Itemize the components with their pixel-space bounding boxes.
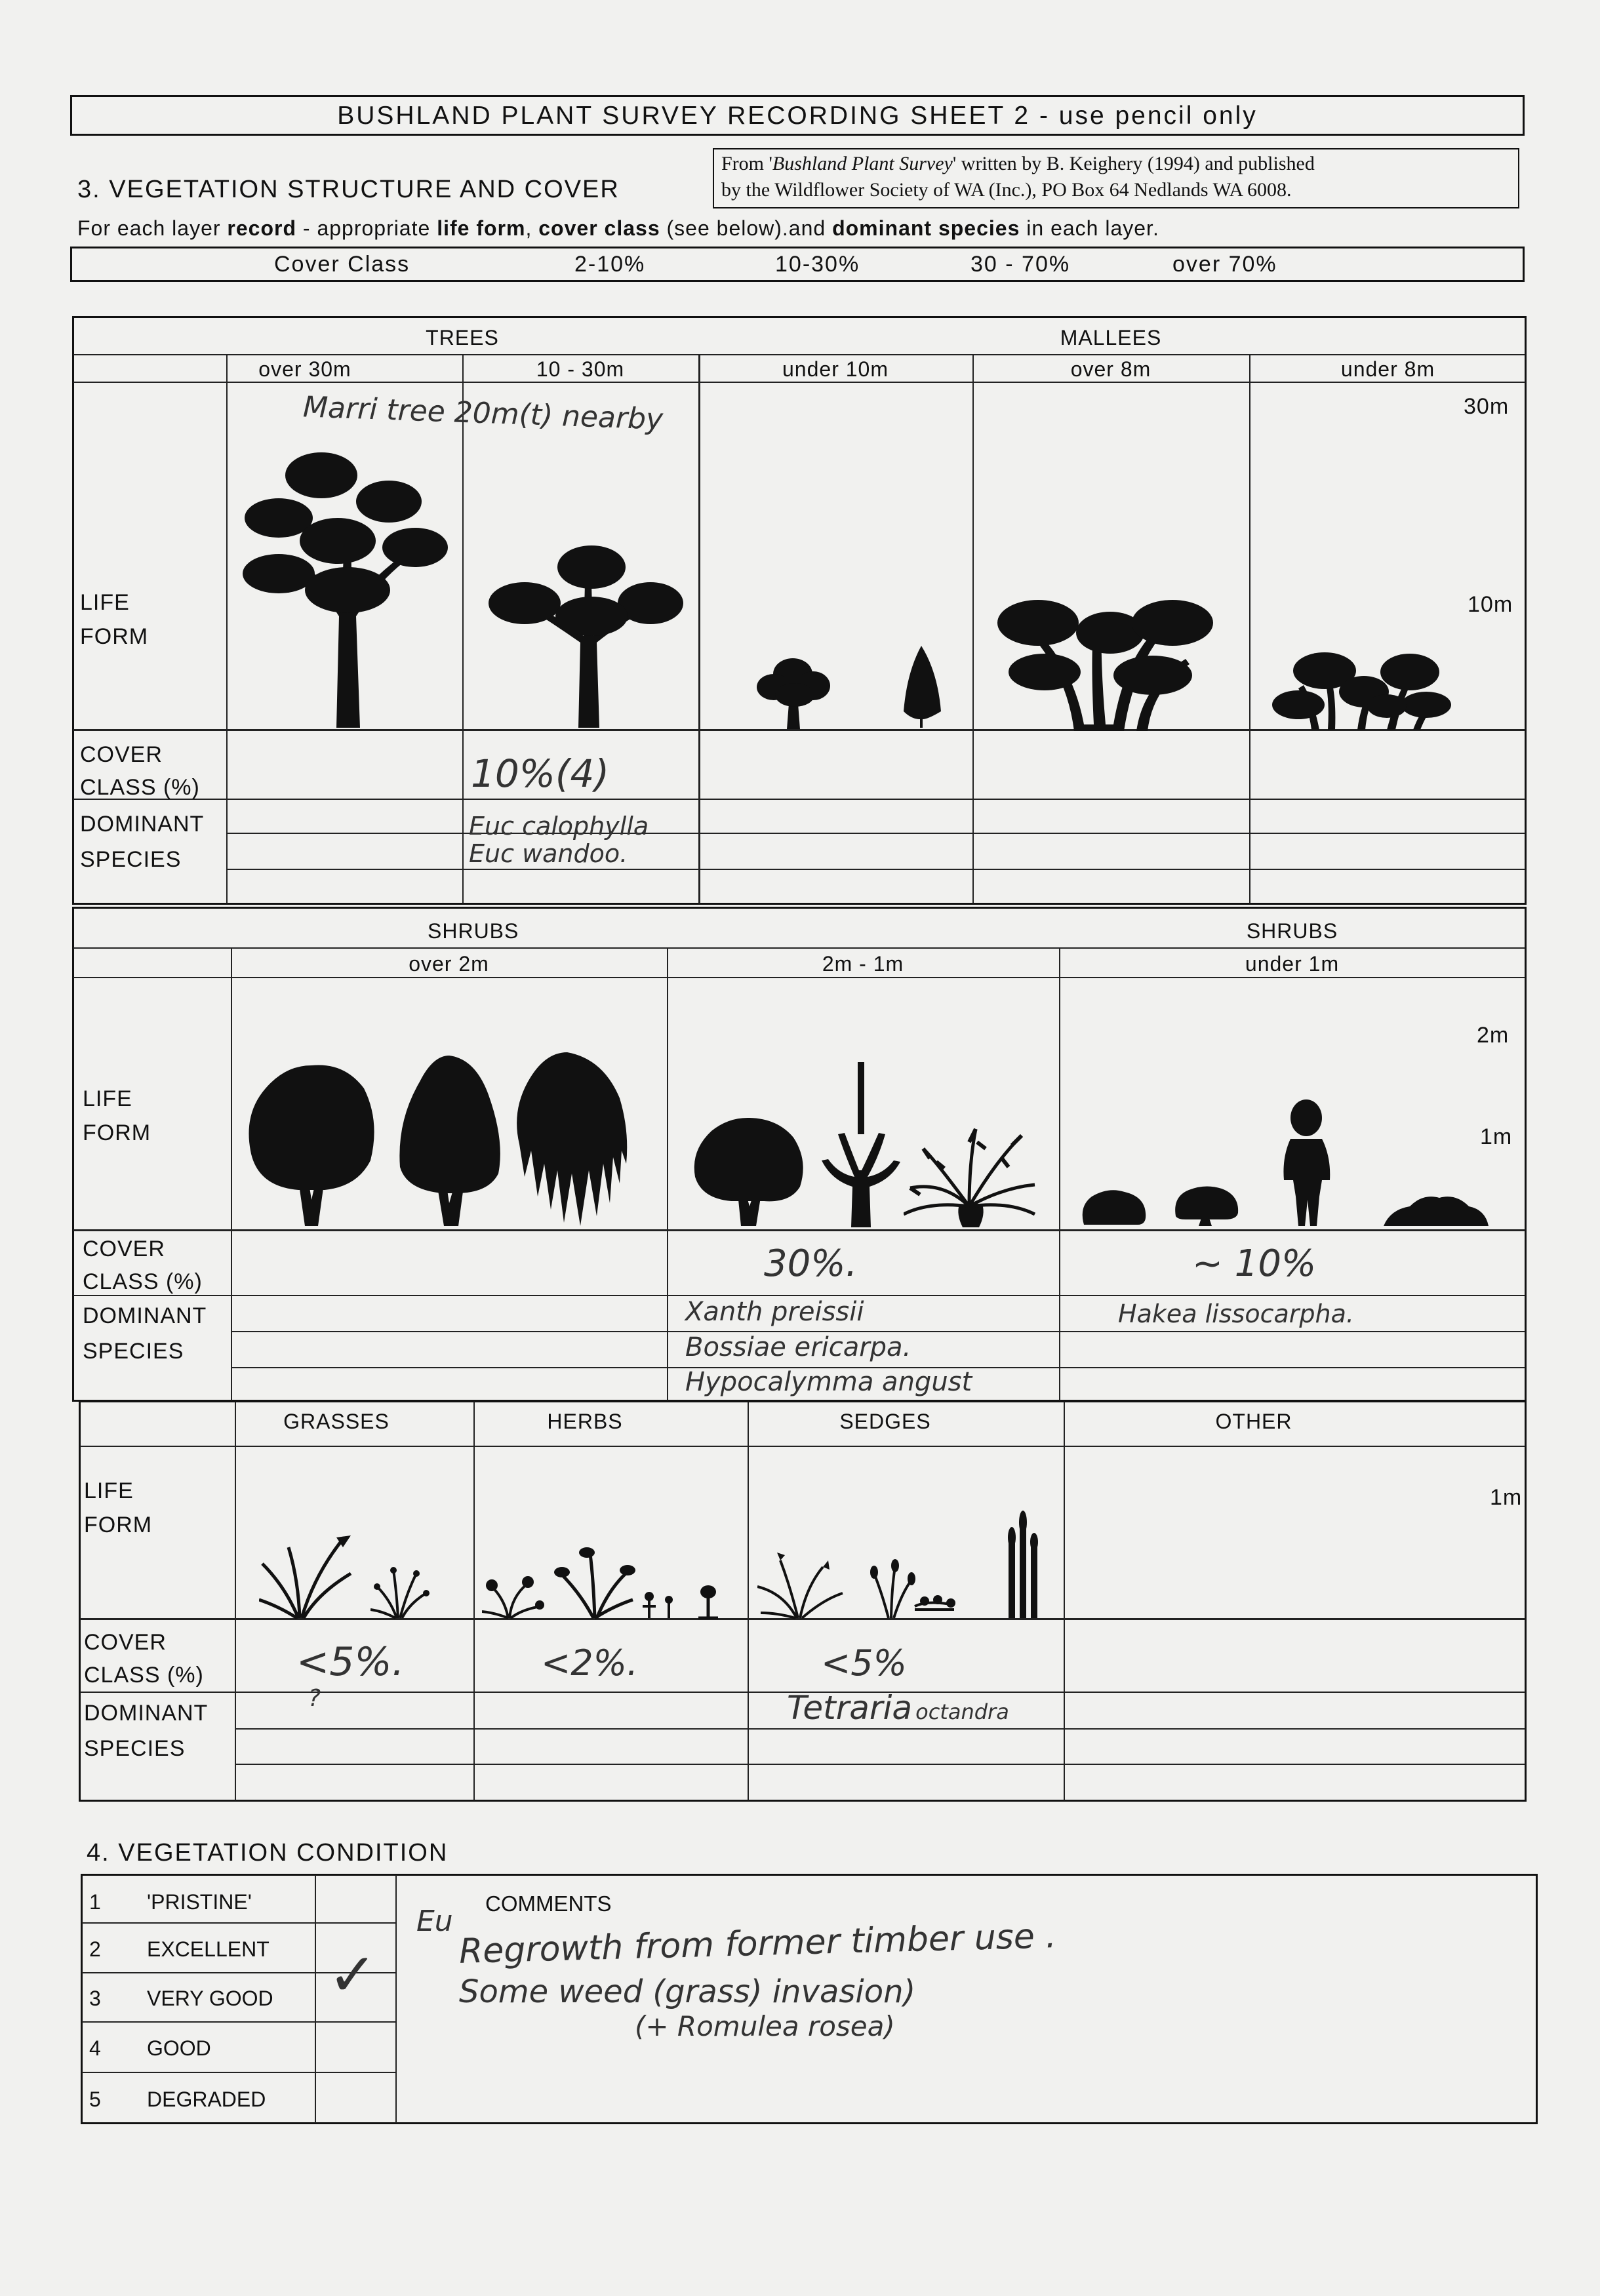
instruction-line: For each layer record - appropriate life form, cover class (see below).and dominant species in each layer. [77, 216, 1159, 240]
very-good-checkmark: ✓ [328, 1941, 378, 2009]
hw-herb-cover: <2%. [541, 1642, 639, 1684]
trees-header: TREES [426, 326, 499, 349]
section3-heading: 3. VEGETATION STRUCTURE AND COVER [77, 176, 620, 203]
low-shrub-icon-1 [1079, 1187, 1148, 1226]
small-tree-icon [755, 656, 831, 729]
other-col-header: OTHER [1215, 1410, 1292, 1433]
cover-class-1: 2-10% [574, 252, 646, 277]
small-mallee-icon [1272, 652, 1452, 730]
hw-shrubs-cover-right: ~ 10% [1192, 1242, 1317, 1285]
shrubs-life-form-label: LIFE FORM [83, 1086, 151, 1145]
conifer-icon [902, 646, 944, 728]
shrubs-scale-1m: 1m [1480, 1124, 1513, 1149]
sedges-col-header: SEDGES [839, 1410, 931, 1433]
dense-shrub-icon [692, 1115, 807, 1226]
mallees-header: MALLEES [1060, 326, 1162, 349]
credit-line1: From 'Bushland Plant Survey' written by B. Keighery (1994) and published [721, 153, 1315, 174]
hw-grass-cover: <5%. [296, 1639, 405, 1685]
cover-class-2: 10-30% [775, 252, 860, 277]
section4-heading: 4. VEGETATION CONDITION [87, 1839, 449, 1867]
trees-cover-class-label: COVER CLASS (%) [80, 742, 200, 800]
hw-comment-line1: Regrowth from former timber use . [458, 1916, 1057, 1971]
oval-shrub-icon [397, 1056, 505, 1226]
trees-scale-30m: 30m [1464, 394, 1510, 419]
shrubs-col-2m-1m: 2m - 1m [822, 952, 904, 976]
mallees-col-under8: under 8m [1340, 357, 1435, 381]
round-shrub-icon [246, 1062, 377, 1226]
hw-trees-cover: 10%(4) [471, 751, 610, 796]
condition-item-pristine[interactable]: 1 'PRISTINE' [89, 1890, 252, 1914]
hw-shrubs-cover-mid: 30%. [764, 1242, 858, 1285]
shrubs-col-over2m: over 2m [409, 952, 489, 976]
ground-cover-icon [1384, 1190, 1489, 1226]
shrubs-header-left: SHRUBS [428, 919, 519, 943]
hw-shrubs-species-mid3: Hypocalymma angust [685, 1367, 972, 1397]
fern-shrub-icon [904, 1122, 1038, 1227]
shrubs-col-under1m: under 1m [1245, 952, 1340, 976]
shrubs-cover-class-label: COVER CLASS (%) [83, 1237, 203, 1294]
grasses-dominant-label: DOMINANT SPECIES [84, 1701, 209, 1761]
hw-grass-question: ? [308, 1685, 321, 1712]
trees-scale-10m: 10m [1468, 592, 1513, 617]
hw-comment-line3: (+ Romulea rosea) [635, 2010, 895, 2042]
shrubs-scale-2m: 2m [1477, 1023, 1510, 1048]
cover-class-3: 30 - 70% [970, 252, 1071, 277]
hw-comment-line2: Some weed (grass) invasion) [459, 1973, 916, 2010]
sheet-title: BUSHLAND PLANT SURVEY RECORDING SHEET 2 - use pencil only [337, 102, 1258, 130]
grasses-scale-1m: 1m [1490, 1485, 1523, 1510]
trees-col-over30: over 30m [258, 357, 351, 381]
grasses-life-form-label: LIFE FORM [84, 1478, 153, 1537]
shrubs-dominant-label: DOMINANT SPECIES [83, 1303, 207, 1364]
comments-label: COMMENTS [485, 1891, 612, 1916]
grasses-col-header: GRASSES [283, 1410, 390, 1433]
hw-trees-species1: Euc calophylla [469, 812, 649, 841]
condition-item-good[interactable]: 4 GOOD [89, 2036, 211, 2060]
grass-icon [259, 1534, 357, 1619]
credit-line2: by the Wildflower Society of WA (Inc.), PO Box 64 Nedlands WA 6008. [721, 179, 1292, 201]
large-mallee-icon [995, 593, 1218, 731]
trees-col-10-30: 10 - 30m [536, 357, 625, 381]
trees-life-form-label: LIFE FORM [80, 590, 149, 649]
hw-shrubs-species-mid1: Xanth preissii [685, 1297, 864, 1327]
condition-item-degraded[interactable]: 5 DEGRADED [89, 2088, 266, 2111]
low-shrub-icon-2 [1172, 1183, 1241, 1226]
hw-shrubs-species-mid2: Bossiae ericarpa. [685, 1332, 911, 1362]
mallees-col-over8: over 8m [1070, 357, 1151, 381]
herbs-col-header: HERBS [547, 1410, 623, 1433]
cover-class-label: Cover Class [274, 252, 410, 277]
hw-shrubs-species-right: Hakea lissocarpha. [1118, 1299, 1354, 1328]
hw-sedge-cover: <5% [821, 1642, 907, 1684]
hw-marri-note: Marri tree 20m(t) nearby [302, 390, 664, 437]
tall-tree-icon [239, 452, 456, 728]
grasses-cover-class-label: COVER CLASS (%) [84, 1630, 204, 1688]
condition-item-excellent[interactable]: 2 EXCELLENT [89, 1937, 270, 1961]
trees-col-under10: under 10m [782, 357, 889, 381]
hw-trees-species2: Euc wandoo. [469, 839, 628, 868]
trees-dominant-label: DOMINANT SPECIES [80, 812, 205, 872]
sedge-icons [757, 1501, 1052, 1619]
shrubs-header-right: SHRUBS [1246, 919, 1338, 943]
medium-tree-icon [487, 544, 690, 728]
weeping-shrub-icon [511, 1052, 630, 1226]
hw-sedge-species: Tetraria octandra [787, 1689, 1009, 1727]
person-scale-icon [1279, 1098, 1334, 1226]
condition-item-very-good[interactable]: 3 VERY GOOD [89, 1987, 273, 2010]
hw-comment-eu: Eu [416, 1905, 453, 1938]
herb-icons [482, 1534, 731, 1619]
grass-tuft-icon [370, 1560, 430, 1619]
grasstree-icon [818, 1062, 904, 1227]
cover-class-4: over 70% [1172, 252, 1277, 277]
